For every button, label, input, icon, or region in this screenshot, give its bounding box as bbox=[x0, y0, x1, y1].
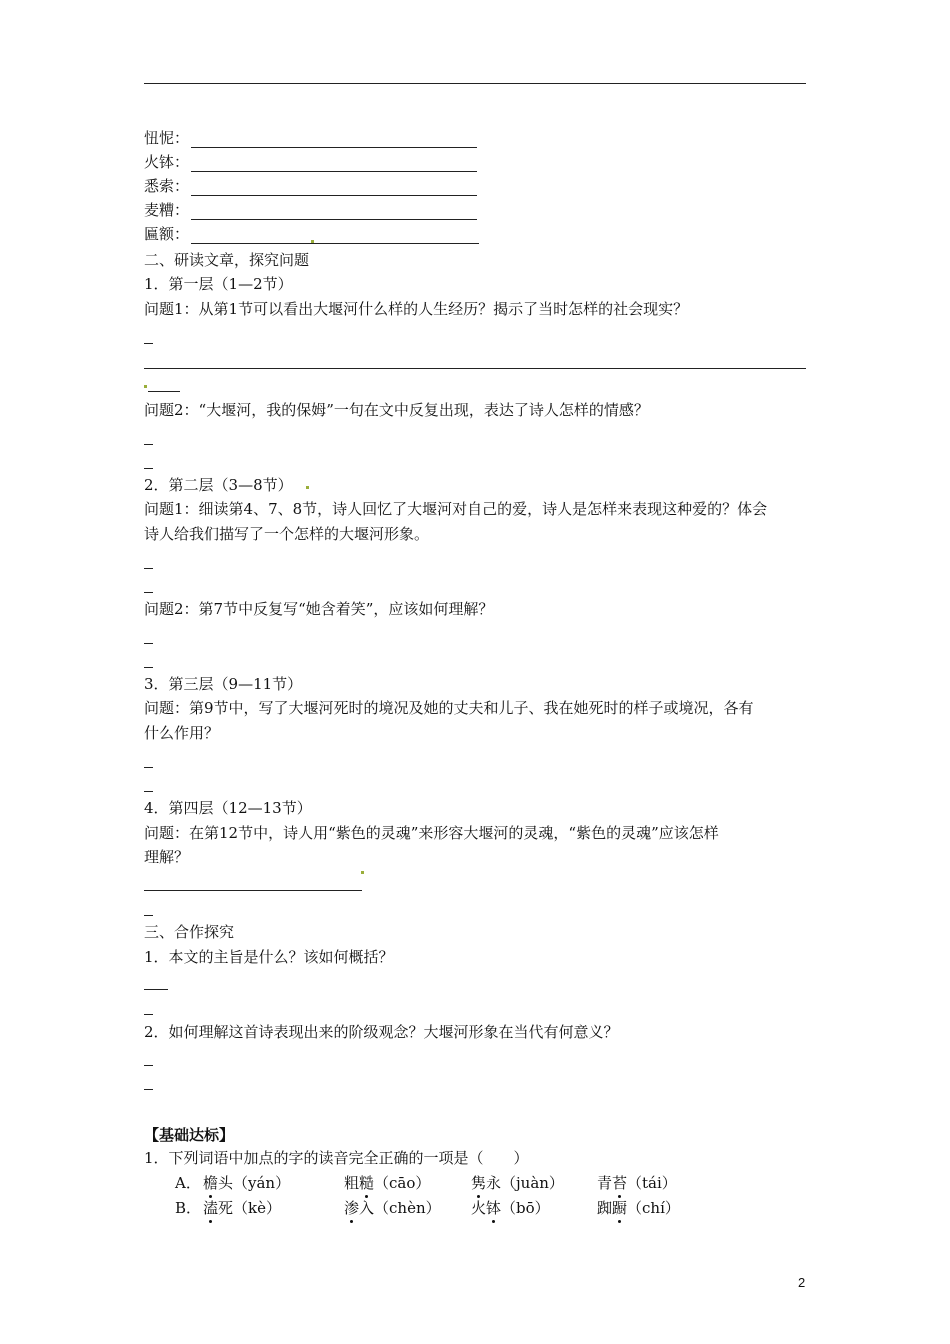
answer-dash[interactable] bbox=[144, 568, 153, 569]
header-rule bbox=[144, 83, 806, 84]
vocab-blank[interactable] bbox=[191, 180, 477, 196]
option-item bbox=[344, 1198, 441, 1218]
dotted-char: 蹰 bbox=[612, 1199, 628, 1217]
answer-dash[interactable] bbox=[144, 1065, 153, 1066]
option-item-pre: 火 bbox=[471, 1199, 487, 1217]
answer-dash[interactable] bbox=[144, 1014, 153, 1015]
dotted-char: 钵 bbox=[486, 1199, 502, 1217]
answer-rule[interactable] bbox=[148, 391, 180, 392]
answer-rule[interactable] bbox=[144, 989, 168, 990]
vocab-label: 忸怩： bbox=[144, 129, 190, 147]
dotted-char: 隽 bbox=[471, 1174, 487, 1192]
answer-dash[interactable] bbox=[144, 1089, 153, 1090]
vocab-label: 匾额： bbox=[144, 225, 190, 243]
stray-dot-icon bbox=[311, 240, 314, 243]
option-item bbox=[471, 1173, 564, 1193]
vocab-row bbox=[144, 200, 477, 220]
question-text: 问题1：从第1节可以看出大堰河什么样的人生经历？揭示了当时怎样的社会现实？ bbox=[144, 300, 689, 318]
option-label: B． bbox=[175, 1199, 202, 1217]
vocab-label: 悉索： bbox=[144, 177, 190, 195]
question-text: 问题：第9节中，写了大堰河死时的境况及她的丈夫和儿子、我在她死时的样子或境况，各有 bbox=[144, 699, 754, 717]
question-text: 问题2：“大堰河，我的保姆”一句在文中反复出现，表达了诗人怎样的情感？ bbox=[144, 401, 649, 419]
question-text: 1．下列词语中加点的字的读音完全正确的一项是（ ） bbox=[144, 1149, 529, 1167]
dotted-char: 苔 bbox=[612, 1174, 628, 1192]
vocab-label: 麦糟： bbox=[144, 201, 190, 219]
question-text: 问题：在第12节中，诗人用“紫色的灵魂”来形容大堰河的灵魂，“紫色的灵魂”应该怎样 bbox=[144, 824, 719, 842]
option-label: A． bbox=[175, 1174, 201, 1192]
option-item-rest: 入（chèn） bbox=[359, 1199, 441, 1217]
layer-heading: 2．第二层（3—8节） bbox=[144, 476, 293, 494]
answer-dash[interactable] bbox=[144, 468, 153, 469]
layer-heading: 3．第三层（9—11节） bbox=[144, 675, 303, 693]
stray-dot-icon bbox=[144, 385, 147, 388]
answer-dash[interactable] bbox=[144, 343, 153, 344]
option-item bbox=[344, 1173, 430, 1193]
option-item-rest: 头（yán） bbox=[218, 1174, 291, 1192]
answer-rule[interactable] bbox=[144, 890, 362, 891]
question-text: 什么作用？ bbox=[144, 724, 220, 742]
option-item bbox=[471, 1198, 550, 1218]
option-item-rest: （tái） bbox=[627, 1174, 677, 1192]
question-text: 2．如何理解这首诗表现出来的阶级观念？大堰河形象在当代有何意义？ bbox=[144, 1023, 619, 1041]
vocab-blank[interactable] bbox=[191, 204, 477, 220]
question-text: 问题1：细读第4、7、8节，诗人回忆了大堰河对自己的爱，诗人是怎样来表现这种爱的？体会 bbox=[144, 500, 768, 518]
dotted-char: 溘 bbox=[203, 1199, 219, 1217]
option-item-rest: 死（kè） bbox=[218, 1199, 281, 1217]
stray-dot-icon bbox=[306, 486, 309, 489]
option-item-pre: 踟 bbox=[597, 1199, 613, 1217]
vocab-row bbox=[144, 152, 477, 172]
answer-dash[interactable] bbox=[144, 667, 153, 668]
answer-rule[interactable] bbox=[144, 368, 806, 369]
vocab-label: 火钵： bbox=[144, 153, 190, 171]
question-text: 诗人给我们描写了一个怎样的大堰河形象。 bbox=[144, 525, 430, 543]
page-number: 2 bbox=[798, 1275, 806, 1290]
question-text: 理解？ bbox=[144, 848, 190, 866]
dotted-char: 糙 bbox=[359, 1174, 375, 1192]
dotted-char: 檐 bbox=[203, 1174, 219, 1192]
option-item-rest: 永（juàn） bbox=[486, 1174, 564, 1192]
section-title: 二、研读文章，探究问题 bbox=[144, 251, 310, 269]
vocab-blank[interactable] bbox=[191, 156, 477, 172]
option-item-pre: 青 bbox=[597, 1174, 613, 1192]
answer-dash[interactable] bbox=[144, 791, 153, 792]
section-title: 三、合作探究 bbox=[144, 923, 235, 941]
option-item-rest: （bō） bbox=[501, 1199, 550, 1217]
layer-heading: 1．第一层（1—2节） bbox=[144, 275, 293, 293]
question-text: 1．本文的主旨是什么？该如何概括？ bbox=[144, 948, 394, 966]
dotted-char: 渗 bbox=[344, 1199, 360, 1217]
stray-dot-icon bbox=[361, 871, 364, 874]
option-item bbox=[597, 1198, 680, 1218]
answer-dash[interactable] bbox=[144, 767, 153, 768]
option-item-rest: （cāo） bbox=[374, 1174, 431, 1192]
answer-dash[interactable] bbox=[144, 915, 153, 916]
layer-heading: 4．第四层（12—13节） bbox=[144, 799, 312, 817]
answer-dash[interactable] bbox=[144, 592, 153, 593]
vocab-row bbox=[144, 176, 477, 196]
option-item-rest: （chí） bbox=[627, 1199, 680, 1217]
option-item bbox=[597, 1173, 677, 1193]
option-item-pre: 粗 bbox=[344, 1174, 360, 1192]
answer-dash[interactable] bbox=[144, 643, 153, 644]
option-item bbox=[203, 1198, 281, 1218]
exercise-heading: 【基础达标】 bbox=[144, 1126, 235, 1144]
answer-dash[interactable] bbox=[144, 444, 153, 445]
question-text: 问题2：第7节中反复写“她含着笑”，应该如何理解？ bbox=[144, 600, 494, 618]
vocab-row bbox=[144, 128, 477, 148]
option-item bbox=[203, 1173, 290, 1193]
vocab-blank[interactable] bbox=[191, 132, 477, 148]
vocab-blank[interactable] bbox=[191, 228, 479, 244]
